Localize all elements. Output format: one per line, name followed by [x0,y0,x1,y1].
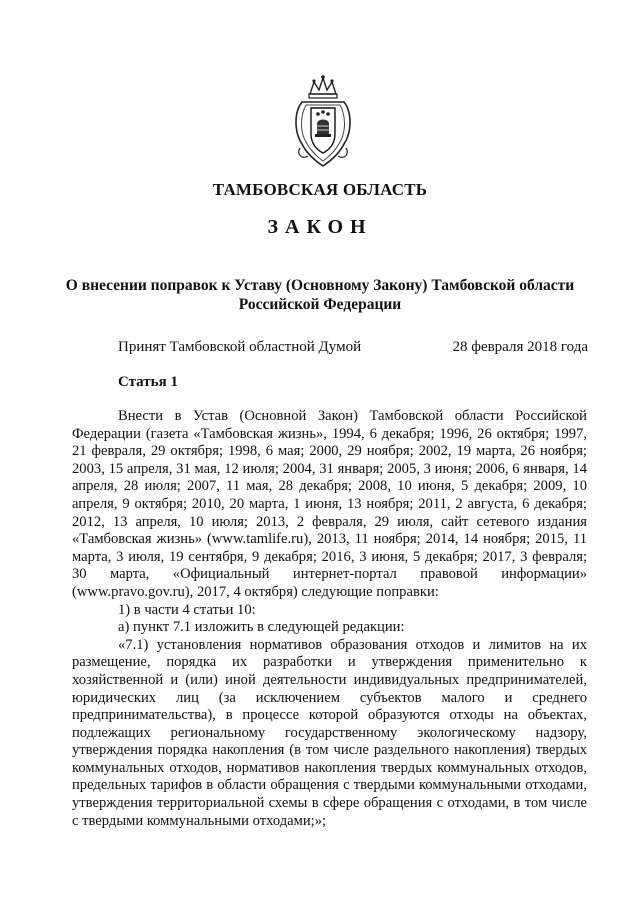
coat-of-arms-icon [290,72,356,172]
article-heading: Статья 1 [118,374,178,390]
law-subject [60,276,580,314]
article-body [72,408,587,830]
law-subject-line-1: О внесении поправок к Уставу (Основному Закону) Тамбовской области [65,277,575,294]
adoption-date: 28 февраля 2018 года [452,339,588,355]
article-paragraph: Внести в Устав (Основной Закон) Тамбовской области Российской Федерации (газета «Тамбовская жизнь», 1994, 6 декабря; 1996, 26 октября; 1997, 21 февраля, 29 октября; 1998, 6 мая; 2000, 29 ноября; 2002, 19 марта, 26 ноября; 2003, 15 апреля, 31 мая, 12 июля; 2004, 31 января; 2005, 3 июня; 2006, 6 января, 14 апреля, 28 июля; 2007, 11 мая, 28 декабря; 2008, 10 июня, 5 декабря; 2009, 10 апреля, 9 октября; 2010, 20 марта, 1 июня, 13 ноября; 2011, 2 августа, 6 декабря; 2012, 13 апреля, 10 июля; 2013, 2 февраля, 29 июля, сайт сетевого издания «Тамбовская жизнь» (www.tamlife.ru), 2013, 11 ноября; 2014, 14 ноября; 2015, 11 марта, 3 июля, 19 сентября, 9 декабря; 2016, 3 июня, 5 декабря; 2017, 3 февраля; 30 марта, «Официальный интернет-портал правовой информации» (www.pravo.gov.ru), 2017, 4 октября) следующие поправки: [72,408,587,600]
article-paragraph: 1) в части 4 статьи 10: [118,601,256,618]
law-subject-line-2: Российской Федерации [238,296,402,313]
adopted-by: Принят Тамбовской областной Думой [118,339,362,355]
document-type-title: ЗАКОН [267,216,373,238]
article-paragraph: «7.1) установления нормативов образования отходов и лимитов на их размещение, порядка их разработки и утверждения применительно к хозяйственной и (или) иной деятельности индивидуальных предпринимателей, юридических лиц (за исключением субъектов малого и среднего предпринимательства), в процессе которой образуются отходы на объектах, подлежащих региональному государственному экологическому надзору, утверждения порядка накопления (в том числе раздельного накопления) твердых коммунальных отходов, нормативов накопления твердых коммунальных отходов, предельных тарифов в области обращения с твердыми коммунальными отходами, утверждения территориальной схемы в сфере обращения с отходами, в том числе с твердыми коммунальными отходами;»; [72,636,587,829]
region-name: ТАМБОВСКАЯ ОБЛАСТЬ [212,180,428,199]
article-paragraph: а) пункт 7.1 изложить в следующей редакции: [118,619,405,636]
